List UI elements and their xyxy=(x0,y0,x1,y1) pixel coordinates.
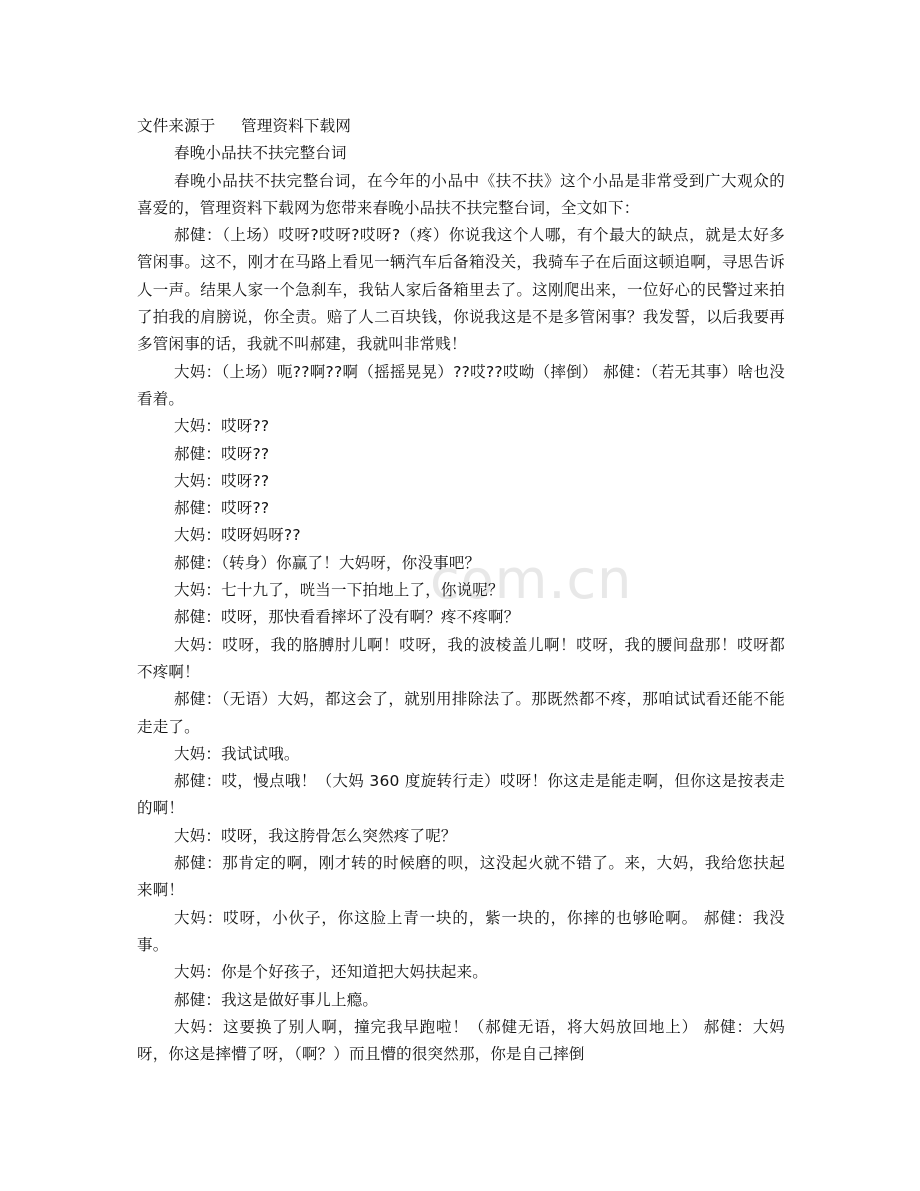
dialogue-line: 大妈：这要换了别人啊，撞完我早跑啦！（郝健无语，将大妈放回地上） 郝健：大妈呀，你这是摔懵了呀，（啊？）而且懵的很突然那，你是自己摔倒 xyxy=(137,1017,785,1064)
paragraph-title: 春晚小品扶不扶完整台词 xyxy=(174,144,347,163)
dialogue-line: 大妈：我试试哦。 xyxy=(174,744,300,763)
dialogue-line: 郝健：哎，慢点哦！（大妈 360 度旋转行走）哎呀！你这走是能走啊，但你这是按表走的啊！ xyxy=(137,772,785,818)
dialogue-line: 大妈：哎呀，我这胯骨怎么突然疼了呢？ xyxy=(174,826,457,845)
dialogue-line: 郝健：哎呀?? xyxy=(174,444,270,463)
dialogue-line: 大妈：哎呀?? xyxy=(174,417,270,436)
source-line: 文件来源于 管理资料下载网 xyxy=(137,117,352,135)
dialogue-line: 郝健：哎呀?? xyxy=(174,499,270,518)
dialogue-line: 大妈：（上场）呃??啊??啊（摇摇晃晃）??哎??哎呦（摔倒） 郝健：（若无其事）啥也没看着。 xyxy=(137,362,785,408)
dialogue-line: 大妈：哎呀，我的胳膊肘儿啊！哎呀，我的波棱盖儿啊！哎呀，我的腰间盘那！哎呀都不疼啊！ xyxy=(137,635,785,681)
dialogue-line: 大妈：你是个好孩子，还知道把大妈扶起来。 xyxy=(174,963,489,982)
dialogue-line: 郝健：那肯定的啊，刚才转的时候磨的呗，这没起火就不错了。来，大妈，我给您扶起来啊！ xyxy=(137,854,785,900)
watermark: com.cn xyxy=(430,548,633,611)
dialogue-line: 郝健：哎呀，那快看看摔坏了没有啊？疼不疼啊？ xyxy=(174,608,520,627)
dialogue-line: 郝健：（转身）你赢了！大妈呀，你没事吧？ xyxy=(174,553,481,572)
dialogue-line: 郝健：（无语）大妈，都这会了，就别用排除法了。那既然都不疼，那咱试试看还能不能走走了。 xyxy=(137,690,785,736)
dialogue-line: 郝健：我这是做好事儿上瘾。 xyxy=(174,990,379,1009)
dialogue-line: 大妈：哎呀妈呀?? xyxy=(174,526,301,545)
dialogue-line: 大妈：七十九了，咣当一下拍地上了，你说呢？ xyxy=(174,581,504,600)
paragraph-intro: 春晚小品扶不扶完整台词，在今年的小品中《扶不扶》这个小品是非常受到广大观众的喜爱的，管理资料下载网为您带来春晚小品扶不扶完整台词，全文如下： xyxy=(137,171,785,217)
document-body xyxy=(137,113,785,1068)
dialogue-line: 郝健：（上场）哎呀?哎呀?哎呀?（疼）你说我这个人哪，有个最大的缺点，就是太好多管闲事。这不，刚才在马路上看见一辆汽车后备箱没关，我骑车子在后面这顿追啊，寻思告诉人一声。结果人家一个急刹车，我钻人家后备箱里去了。这刚爬出来，一位好心的民警过来拍了拍我的肩膀说，你全责。赔了人二百块钱，你说我这是不是多管闲事？我发誓，以后我要再多管闲事的话，我就不叫郝建，我就叫非常贱！ xyxy=(137,226,785,354)
dialogue-line: 大妈：哎呀?? xyxy=(174,471,270,490)
dialogue-line: 大妈：哎呀，小伙子，你这脸上青一块的，紫一块的，你摔的也够呛啊。 郝健：我没事。 xyxy=(137,908,785,954)
